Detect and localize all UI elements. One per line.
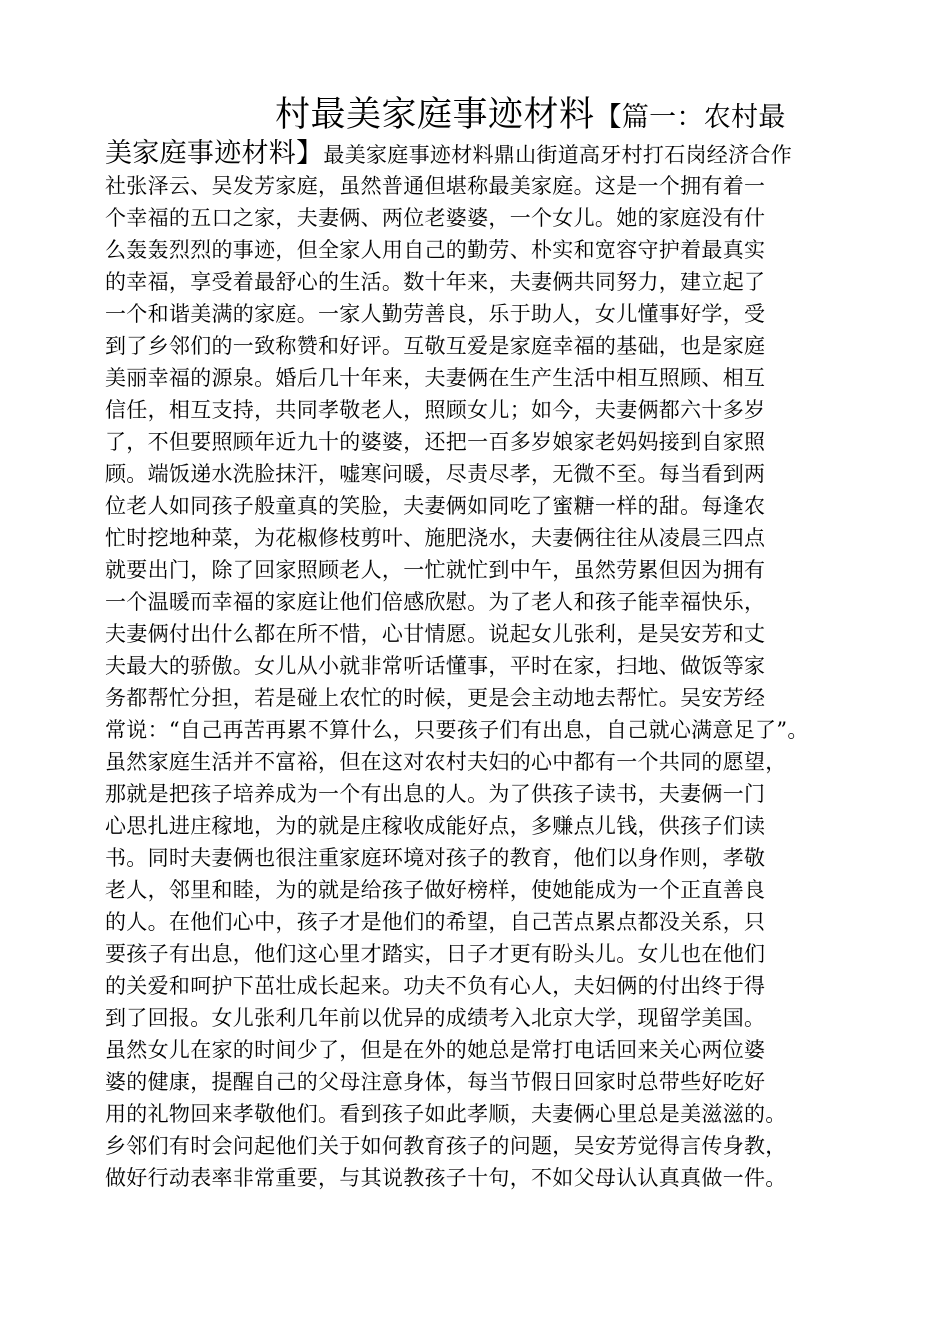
body-line: 用的礼物回来孝敬他们。看到孩子如此孝顺，夫妻俩心里总是美滋滋的。 [105,1102,787,1126]
body-line: 夫最大的骄傲。女儿从小就非常听话懂事，平时在家，扫地、做饭等家 [105,654,766,678]
body-line: 一个温暖而幸福的家庭让他们倍感欣慰。为了老人和孩子能幸福快乐， [105,590,766,614]
body-line: 顾。端饭递水洗脸抹汗，嘘寒问暖，尽责尽孝，无微不至。每当看到两 [105,462,766,486]
document-title: 村最美家庭事迹材料 [275,95,595,135]
body-line: 虽然女儿在家的时间少了，但是在外的她总是常打电话回来关心两位婆 [105,1038,766,1062]
body-line: 么轰轰烈烈的事迹，但全家人用自己的勤劳、朴实和宽容守护着最真实 [105,238,766,262]
body-line: 的人。在他们心中，孩子才是他们的希望，自己苦点累点都没关系，只 [105,910,766,934]
body-line: 一个和谐美满的家庭。一家人勤劳善良，乐于助人，女儿懂事好学，受 [105,302,766,326]
heading-continuation: 美家庭事迹材料】 [105,138,324,169]
body-line: 要孩子有出息，他们这心里才踏实，日子才更有盼头儿。女儿也在他们 [105,942,766,966]
body-line: 务都帮忙分担，若是碰上农忙的时候，更是会主动地去帮忙。吴安芳经 [105,686,766,710]
heading-continuation: 【篇一：农村最 [594,102,786,133]
body-line: 老人，邻里和睦，为的就是给孩子做好榜样，使她能成为一个正直善良 [105,878,766,902]
body-line: 信任，相互支持，共同孝敬老人，照顾女儿；如今，夫妻俩都六十多岁 [105,398,766,422]
body-line: 婆的健康，提醒自己的父母注意身体，每当节假日回家时总带些好吃好 [105,1070,766,1094]
body-line: 到了回报。女儿张利几年前以优异的成绩考入北京大学，现留学美国。 [105,1006,766,1030]
body-line: 了，不但要照顾年近九十的婆婆，还把一百多岁娘家老妈妈接到自家照 [105,430,766,454]
body-line: 社张泽云、吴发芳家庭，虽然普通但堪称最美家庭。这是一个拥有着一 [105,174,766,198]
body-line: 美丽幸福的源泉。婚后几十年来，夫妻俩在生产生活中相互照顾、相互 [105,366,766,390]
document-title-line [275,92,875,138]
body-line: 就要出门，除了回家照顾老人，一忙就忙到中午，虽然劳累但因为拥有 [105,558,766,582]
body-line: 的幸福，享受着最舒心的生活。数十年来，夫妻俩共同努力，建立起了 [105,270,766,294]
body-line: 到了乡邻们的一致称赞和好评。互敬互爱是家庭幸福的基础，也是家庭 [105,334,766,358]
body-line: 常说：“自己再苦再累不算什么，只要孩子们有出息，自己就心满意足了”。 [105,718,809,742]
body-line: 夫妻俩付出什么都在所不惜，心甘情愿。说起女儿张利，是吴安芳和丈 [105,622,766,646]
body-line: 虽然家庭生活并不富裕，但在这对农村夫妇的心中都有一个共同的愿望， [105,750,787,774]
body-line: 个幸福的五口之家，夫妻俩、两位老婆婆，一个女儿。她的家庭没有什 [105,206,766,230]
body-line [105,138,865,171]
body-line: 的关爱和呵护下茁壮成长起来。功夫不负有心人，夫妇俩的付出终于得 [105,974,766,998]
body-line: 心思扎进庄稼地，为的就是庄稼收成能好点，多赚点儿钱，供孩子们读 [105,814,766,838]
body-line: 做好行动表率非常重要，与其说教孩子十句，不如父母认认真真做一件。 [105,1166,787,1190]
body-text: 最美家庭事迹材料鼎山街道高牙村打石岗经济合作 [323,143,793,167]
body-line: 忙时挖地种菜，为花椒修枝剪叶、施肥浇水，夫妻俩往往从凌晨三四点 [105,526,766,550]
body-line: 位老人如同孩子般童真的笑脸，夫妻俩如同吃了蜜糖一样的甜。每逢农 [105,494,766,518]
body-line: 书。同时夫妻俩也很注重家庭环境对孩子的教育，他们以身作则，孝敬 [105,846,766,870]
body-line: 那就是把孩子培养成为一个有出息的人。为了供孩子读书，夫妻俩一门 [105,782,766,806]
body-line: 乡邻们有时会问起他们关于如何教育孩子的问题，吴安芳觉得言传身教， [105,1134,787,1158]
